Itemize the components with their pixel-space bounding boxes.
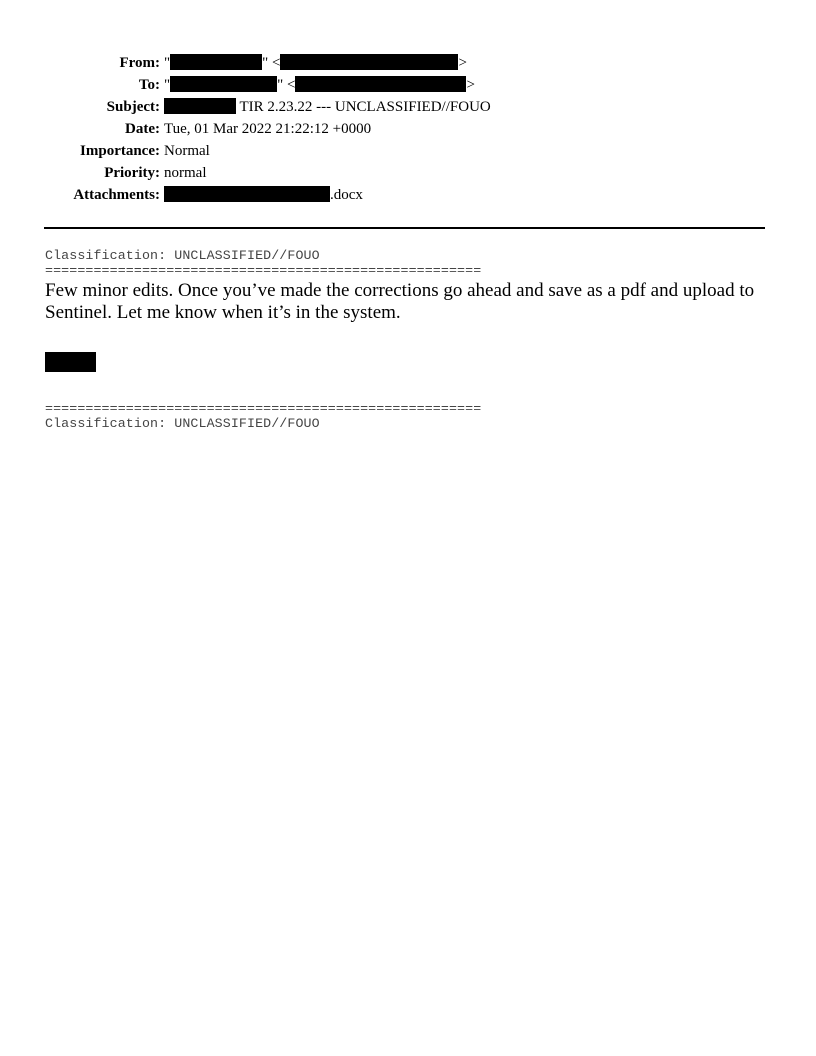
date-value: Tue, 01 Mar 2022 21:22:12 +0000 [164,121,372,137]
subject-row [0,96,816,118]
redacted-sender-email [280,54,458,70]
to-quote-open: " [164,77,171,93]
separator-bottom: ====================================================== [45,401,482,416]
priority-value: normal [164,165,207,181]
redacted-attachment-name [164,186,330,202]
email-header [0,52,816,206]
attachments-value [164,184,816,206]
attachments-row [0,184,816,206]
to-angle-close: > [466,77,475,93]
to-label: To: [138,77,160,93]
from-row [0,52,816,74]
subject-value [164,96,816,118]
from-quote-open: " [164,55,171,71]
redacted-recipient-email [295,76,466,92]
redacted-subject-prefix [164,98,236,114]
importance-value: Normal [164,143,210,159]
attachment-extension: .docx [330,187,363,203]
from-label: From: [119,55,160,71]
date-label: Date: [125,121,160,137]
date-row [0,118,816,140]
to-quote-close: " < [277,77,296,93]
redacted-recipient-name [170,76,277,92]
redacted-sender-name [170,54,262,70]
email-body [45,248,765,431]
from-quote-close: " < [262,55,281,71]
priority-row [0,162,816,184]
classification-banner-bottom: Classification: UNCLASSIFIED//FOUO [45,416,320,431]
header-divider [44,227,765,229]
from-value [164,52,816,74]
to-value [164,74,816,96]
classification-banner-top: Classification: UNCLASSIFIED//FOUO [45,248,320,263]
attachments-label: Attachments: [73,187,160,203]
message-text: Few minor edits. Once you’ve made the corrections go ahead and save as a pdf and upload to Sentinel. Let me know when it’s in the system. [45,280,755,323]
subject-text: TIR 2.23.22 --- UNCLASSIFIED//FOUO [236,99,491,115]
importance-label: Importance: [80,143,160,159]
redacted-signature [45,352,96,372]
to-row [0,74,816,96]
subject-label: Subject: [106,99,160,115]
from-angle-close: > [458,55,467,71]
importance-row [0,140,816,162]
separator-top: ====================================================== [45,263,482,278]
priority-label: Priority: [104,165,160,181]
